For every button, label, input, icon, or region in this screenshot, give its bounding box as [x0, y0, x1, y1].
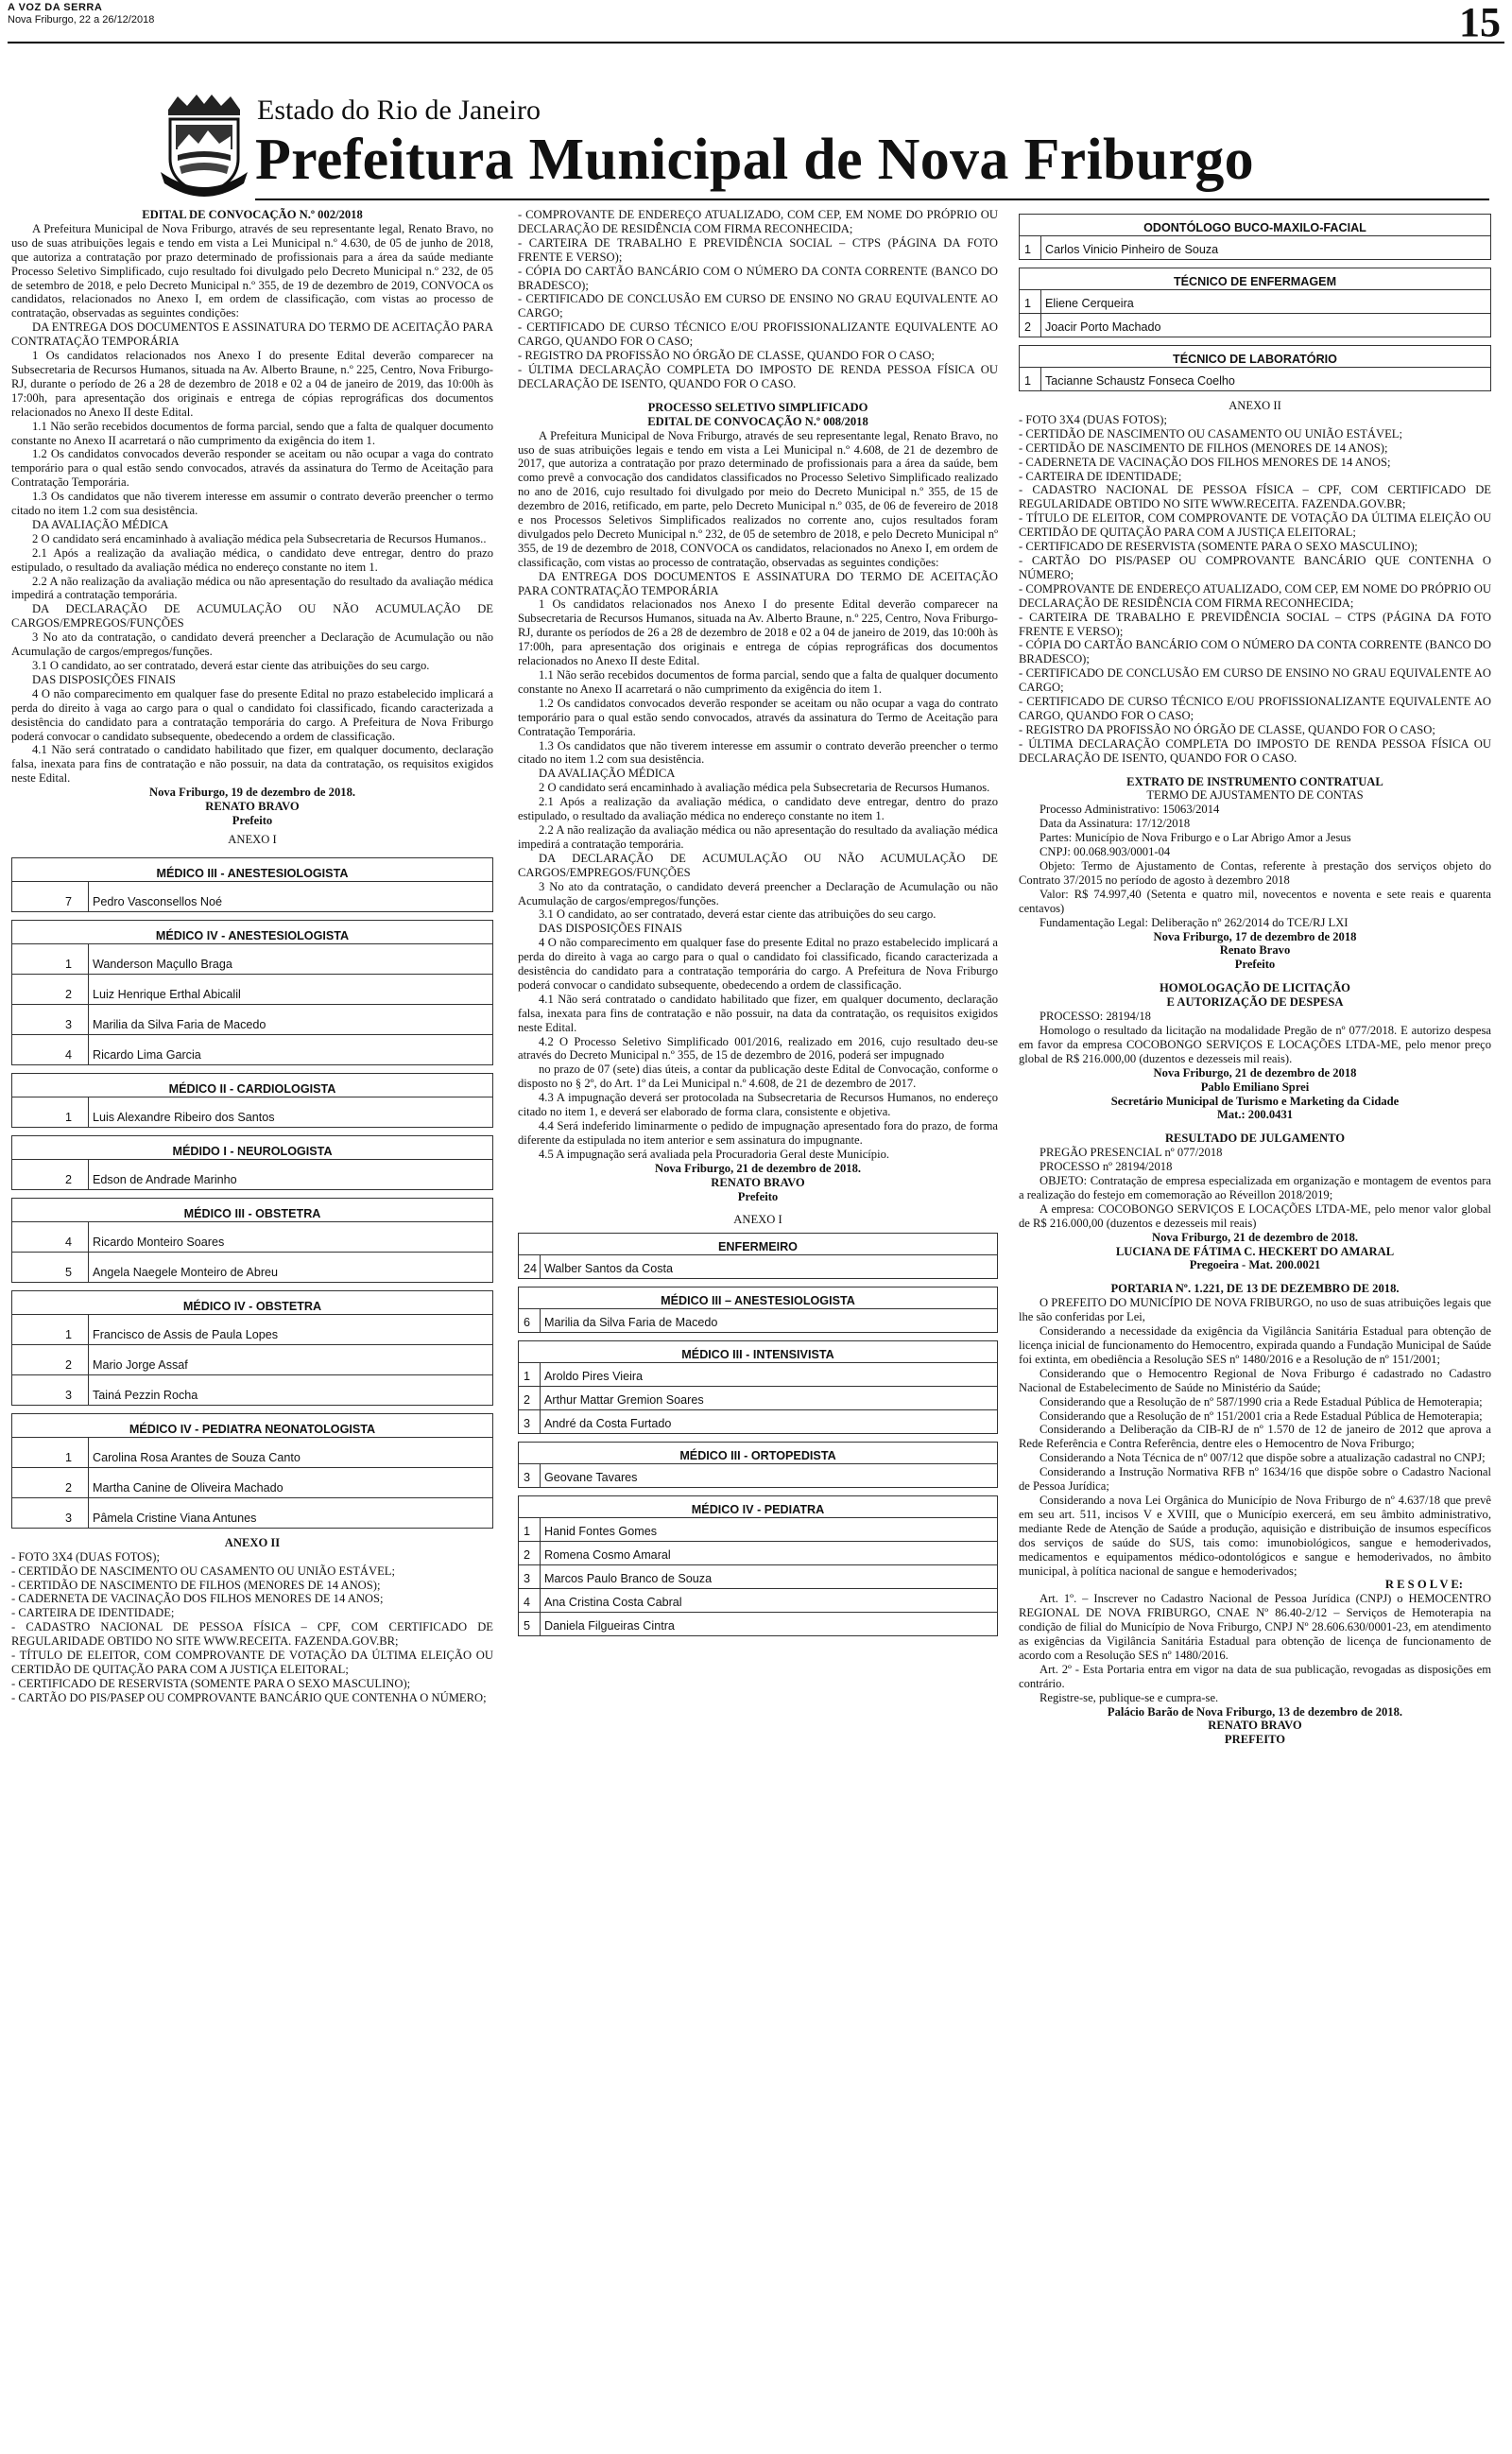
annex-table-title: MÉDICO III - OBSTETRA [12, 1199, 492, 1222]
classification-number: 2 [65, 987, 73, 1001]
judgement-line: PREGÃO PRESENCIAL nº 077/2018 [1040, 1146, 1223, 1160]
annex-table [11, 1135, 493, 1190]
signature-role: Prefeito [737, 1189, 779, 1203]
annex-table [518, 1340, 998, 1434]
paragraph: 1 Os candidatos relacionados nos Anexo I do presente Edital deverão comparecer na Subsecretaria de Recursos Humanos, situada na Av. Alberto Braune, n.º 225, Centro, Nova Friburgo-RJ, durante os períodos de 26 a 28 de dezembro de 2018 e 02 a 04 de janeiro de 2019, das 10:00h às 17:00h, para apresentação dos originais e entrega de cópias reprográficas dos documentos relacionados no Anexo II deste Edital. [518, 597, 998, 668]
classification-number: 4 [524, 1596, 531, 1610]
paragraph: A Prefeitura Municipal de Nova Friburgo, através de seu representante legal, Renato Bravo, no uso de suas atribuições legais e tendo em vista a Lei Municipal n.º 4.608, de 21 de dezembro de 2017, que autoriza a contratação por prazo determinado de profissionais para a área da saúde, bem como prevê a convocação dos candidatos classificados no Processo Seletivo Simplificado realizado no ano de 2016, cujo resultado foi divulgado por meio do Decreto Municipal n.º 355, de 15 de dezembro de 2016, retificado, em parte, pelo Decreto Municipal n.º 035, de 06 de fevereiro de 2018 e nos Processos Seletivos Simplificados realizados no corrente ano, cujos resultados foram divulgados pelo Decreto Municipal n.º 232, de 05 de setembro de 2018, e pelo Decreto Municipal nº 355, de 19 de dezembro de 2018, CONVOCA os candidatos, relacionados no Anexo I, em ordem de classificação, com vistas ao processo de contratação, observadas as seguintes condições: [518, 428, 998, 569]
classification-number: 1 [524, 1370, 531, 1384]
paragraph: 2.2 A não realização da avaliação médica ou não apresentação do resultado da avaliação médica impedirá a contratação temporária. [518, 822, 998, 851]
table-row [1020, 313, 1490, 337]
annex-table-title: ENFERMEIRO [519, 1234, 997, 1255]
ordinance-title: PORTARIA Nº. 1.221, DE 13 DE DEZEMBRO DE 2018. [1110, 1282, 1400, 1296]
candidate-name: Francisco de Assis de Paula Lopes [88, 1315, 492, 1344]
classification-number: 1 [1024, 243, 1032, 257]
paragraph: 4.1 Não será contratado o candidato habilitado que fizer, em qualquer documento, declaração falsa, inexata para fins de contratação e não possuir, na data da contratação, os requisitos exigidos neste Edital. [11, 743, 493, 786]
extract-line: Objeto: Termo de Ajustamento de Contas, referente à prestação dos serviços objeto do Contrato 37/2015 no período de agosto à dezembro 2018 [1019, 859, 1491, 887]
signature-name: Renato Bravo [1219, 943, 1291, 958]
annex-item: - CARTEIRA DE TRABALHO E PREVIDÊNCIA SOCIAL – CTPS (PÁGINA DA FOTO FRENTE E VERSO); [518, 235, 998, 264]
masthead-brand: A VOZ DA SERRA [8, 2, 103, 13]
ordinance-line: Art. 1º. – Inscrever no Cadastro Nacional de Pessoa Jurídica (CNPJ) o HEMOCENTRO REGIONAL DE NOVA FRIBURGO, CNAE Nº 86.40-2/12 – Serviços de Hemoterapia na condição de filial do Município de Nova Friburgo, CNPJ Nº 28.606.630/0001-23, em atendimento as exigências da Vigilância Sanitária Estadual para obtenção de licença de funcionamento de acordo com a Resolução SES nº 1480/2016. [1019, 1592, 1491, 1662]
signature-role: Pregoeira - Mat. 200.0021 [1189, 1258, 1321, 1272]
ordinance-line: Considerando a Instrução Normativa RFB nº 1634/16 que dispõe sobre o Cadastro Nacional de Pessoa Jurídica; [1019, 1465, 1491, 1494]
section-heading: DA ENTREGA DOS DOCUMENTOS E ASSINATURA DO TERMO DE ACEITAÇÃO PARA CONTRATAÇÃO TEMPORÁRIA [518, 569, 998, 597]
table-row [12, 1034, 492, 1064]
candidate-name: Pâmela Cristine Viana Antunes [88, 1498, 492, 1528]
homologation-line: PROCESSO: 28194/18 [1040, 1010, 1151, 1024]
paragraph: 1.1 Não serão recebidos documentos de forma parcial, sendo que a falta de qualquer documento constante no Anexo II acarretará o não cumprimento da exigência do item 1. [518, 668, 998, 696]
annex-item: - CERTIDÃO DE NASCIMENTO OU CASAMENTO OU UNIÃO ESTÁVEL; [11, 1564, 395, 1578]
classification-number: 4 [65, 1235, 73, 1249]
section-heading: DA ENTREGA DOS DOCUMENTOS E ASSINATURA DO TERMO DE ACEITAÇÃO PARA CONTRATAÇÃO TEMPORÁRIA [11, 320, 493, 349]
extract-line: TERMO DE AJUSTAMENTO DE CONTAS [1146, 788, 1364, 803]
table-row [12, 1097, 492, 1127]
signature-name: RENATO BRAVO [205, 800, 300, 814]
paragraph: 2 O candidato será encaminhado à avaliação médica pela Subsecretaria de Recursos Humanos.. [32, 531, 487, 545]
annex-item: - CERTIFICADO DE CURSO TÉCNICO E/OU PROFISSIONALIZANTE EQUIVALENTE AO CARGO, QUANDO FOR O CASO; [518, 320, 998, 349]
table-row [12, 1344, 492, 1374]
candidate-name: Tacianne Schaustz Fonseca Coelho [1040, 368, 1490, 390]
ordinance-line: Art. 2º - Esta Portaria entra em vigor na data de sua publicação, revogadas as disposições em contrário. [1019, 1662, 1491, 1690]
candidate-name: André da Costa Furtado [540, 1410, 997, 1433]
annex-item: - CÓPIA DO CARTÃO BANCÁRIO COM O NÚMERO DA CONTA CORRENTE (BANCO DO BRADESCO); [1019, 638, 1491, 666]
classification-number: 2 [65, 1357, 73, 1372]
annex-table [11, 857, 493, 912]
section-heading: DAS DISPOSIÇÕES FINAIS [539, 922, 682, 936]
annex-heading: ANEXO I [733, 1213, 782, 1227]
section-heading: DAS DISPOSIÇÕES FINAIS [32, 672, 176, 686]
extract-line: Data da Assinatura: 17/12/2018 [1040, 817, 1191, 831]
table-row [12, 1467, 492, 1497]
table-row [12, 882, 492, 911]
annex-heading: ANEXO II [1228, 399, 1281, 412]
coat-of-arms-icon [159, 93, 249, 200]
candidate-name: Carlos Vinicio Pinheiro de Souza [1040, 236, 1490, 259]
candidate-name: Wanderson Maçullo Braga [88, 944, 492, 974]
masthead [8, 2, 154, 26]
table-row [1020, 368, 1490, 390]
annex-table [1019, 268, 1491, 337]
annex-item: - CARTEIRA DE IDENTIDADE; [1019, 469, 1182, 483]
date-line: Nova Friburgo, 19 de dezembro de 2018. [148, 786, 356, 800]
date-line: Palácio Barão de Nova Friburgo, 13 de dezembro de 2018. [1107, 1704, 1403, 1719]
edital-002-title: EDITAL DE CONVOCAÇÃO N.º 002/2018 [142, 208, 363, 221]
paragraph: 4.5 A impugnação será avaliada pela Procuradoria Geral deste Município. [539, 1147, 890, 1161]
annex-item: - CERTIDÃO DE NASCIMENTO DE FILHOS (MENORES DE 14 ANOS); [1019, 441, 1388, 455]
column-3 [1019, 208, 1491, 1747]
table-row [12, 1004, 492, 1034]
classification-number: 1 [1024, 374, 1032, 389]
candidate-name: Ricardo Lima Garcia [88, 1035, 492, 1064]
homologation-subtitle: E AUTORIZAÇÃO DE DESPESA [1166, 995, 1344, 1010]
annex-item: - FOTO 3X4 (DUAS FOTOS); [11, 1549, 160, 1564]
annex-table [11, 1073, 493, 1128]
classification-number: 1 [65, 1450, 73, 1464]
annex-table [518, 1495, 998, 1636]
paragraph: 3 No ato da contratação, o candidato deverá preencher a Declaração de Acumulação ou não Acumulação de cargos/empregos/funções. [11, 631, 493, 659]
annex-table-title: MÉDIDO I - NEUROLOGISTA [12, 1136, 492, 1160]
signature-role: Prefeito [1234, 958, 1276, 972]
date-line: Nova Friburgo, 17 de dezembro de 2018 [1153, 929, 1357, 943]
paragraph: 4 O não comparecimento em qualquer fase do presente Edital no prazo estabelecido implicará a perda do direito à vaga ao cargo para o qual o candidato foi classificado, ficando caracterizada a desistência do candidato para a contratação temporária do cargo. A Prefeitura de Nova Friburgo poderá convocar o candidato subsequente, obedecendo a ordem de classificação. [518, 936, 998, 992]
classification-number: 3 [524, 1471, 531, 1485]
classification-number: 2 [1024, 320, 1032, 335]
classification-number: 5 [65, 1265, 73, 1279]
annex-item: - CARTÃO DO PIS/PASEP OU COMPROVANTE BANCÁRIO QUE CONTENHA O NÚMERO; [11, 1690, 487, 1704]
annex-item: - CADASTRO NACIONAL DE PESSOA FÍSICA – CPF, COM CERTIFICADO DE REGULARIDADE OBTIDO NO SITE WWW.RECEITA. FAZENDA.GOV.BR; [1019, 483, 1491, 511]
paragraph: 3 No ato da contratação, o candidato deverá preencher a Declaração de Acumulação ou não Acumulação de cargos/empregos/funções. [518, 879, 998, 907]
annex-item: - CERTIFICADO DE CONCLUSÃO EM CURSO DE ENSINO NO GRAU EQUIVALENTE AO CARGO; [1019, 666, 1491, 695]
candidate-name: Pedro Vasconsellos Noé [88, 882, 492, 911]
extract-line: Partes: Município de Nova Friburgo e o Lar Abrigo Amor a Jesus [1040, 831, 1351, 845]
annex-item: - FOTO 3X4 (DUAS FOTOS); [1019, 412, 1167, 426]
annex-item: - CERTIDÃO DE NASCIMENTO DE FILHOS (MENORES DE 14 ANOS); [11, 1578, 381, 1592]
signature-name: RENATO BRAVO [1208, 1719, 1302, 1733]
table-row [519, 1255, 997, 1278]
state-name: Estado do Rio de Janeiro [257, 95, 541, 126]
signature-name: Pablo Emiliano Sprei [1200, 1080, 1310, 1094]
homologation-line: Homologo o resultado da licitação na modalidade Pregão de nº 077/2018. E autorizo despesa em favor da empresa COCOBONGO SERVIÇOS E LOCAÇÕES LTDA-ME, pelo menor preço global de R$ 216.000,00 (duzentos e dezesseis mil reais). [1019, 1023, 1491, 1065]
masthead-edition: Nova Friburgo, 22 a 26/12/2018 [8, 14, 155, 26]
judgement-line: PROCESSO nº 28194/2018 [1040, 1160, 1173, 1174]
annex-item: - CERTIFICADO DE CURSO TÉCNICO E/OU PROFISSIONALIZANTE EQUIVALENTE AO CARGO, QUANDO FOR O CASO; [1019, 695, 1491, 722]
candidate-name: Walber Santos da Costa [540, 1255, 997, 1278]
classification-number: 4 [65, 1047, 73, 1062]
table-row [519, 1518, 997, 1541]
annex-item: - ÚLTIMA DECLARAÇÃO COMPLETA DO IMPOSTO DE RENDA PESSOA FÍSICA OU DECLARAÇÃO DE ISENTO, QUANDO FOR O CASO. [518, 362, 998, 390]
edital-008-title: EDITAL DE CONVOCAÇÃO N.º 008/2018 [647, 414, 868, 428]
column-2 [518, 208, 998, 1644]
table-row [519, 1541, 997, 1564]
signature-name: RENATO BRAVO [711, 1175, 805, 1189]
table-row [12, 1438, 492, 1467]
paragraph: 1.3 Os candidatos que não tiverem interesse em assumir o contrato deverão preencher o termo citado no item 1.2 com sua desistência. [11, 490, 493, 518]
classification-number: 3 [524, 1417, 531, 1431]
classification-number: 6 [524, 1316, 531, 1330]
table-row [519, 1588, 997, 1612]
classification-number: 1 [524, 1525, 531, 1539]
candidate-name: Tainá Pezzin Rocha [88, 1375, 492, 1405]
ordinance-line: Considerando a Deliberação da CIB-RJ de nº 1.570 de 12 de janeiro de 2012 que aprova a Rede Referência e Contra Referência, dentre eles o Hemocentro de Nova Friburgo; [1019, 1423, 1491, 1451]
paragraph: 4.2 O Processo Seletivo Simplificado 001/2016, realizado em 2016, cujo resultado deu-se através do Decreto Municipal n.º 355, de 15 de dezembro de 2016, poderá ser impugnado [518, 1034, 998, 1063]
annex-item: - COMPROVANTE DE ENDEREÇO ATUALIZADO, COM CEP, EM NOME DO PRÓPRIO OU DECLARAÇÃO DE RESIDÊNCIA COM FIRMA RECONHECIDA; [1019, 581, 1491, 610]
annex-table [518, 1442, 998, 1488]
ordinance-line: Considerando que a Resolução de nº 151/2001 cria a Rede Estadual Pública de Hemoterapia; [1040, 1408, 1483, 1423]
ordinance-line: O PREFEITO DO MUNICÍPIO DE NOVA FRIBURGO, no uso de suas atribuições legais que lhe são conferidas por Lei, [1019, 1296, 1491, 1324]
annex-table-title: ODONTÓLOGO BUCO-MAXILO-FACIAL [1020, 215, 1490, 236]
table-row [519, 1363, 997, 1386]
annex-table [518, 1287, 998, 1333]
section-heading: DA AVALIAÇÃO MÉDICA [32, 517, 169, 531]
table-row [519, 1386, 997, 1409]
candidate-name: Mario Jorge Assaf [88, 1345, 492, 1374]
top-rule [8, 42, 1504, 43]
extract-line: CNPJ: 00.068.903/0001-04 [1040, 845, 1171, 859]
annex-table [11, 1198, 493, 1283]
classification-number: 24 [524, 1262, 538, 1276]
classification-number: 1 [65, 1327, 73, 1341]
table-row [12, 1497, 492, 1528]
candidate-name: Luiz Henrique Erthal Abicalil [88, 975, 492, 1004]
candidate-name: Arthur Mattar Gremion Soares [540, 1387, 997, 1409]
annex-i-tables [518, 1233, 998, 1636]
ordinance-line: Considerando que o Hemocentro Regional de Nova Friburgo é cadastrado no Cadastro Nacional de Estabelecimento de Saúde no Ministério da Saúde; [1019, 1366, 1491, 1394]
annex-table [518, 1233, 998, 1279]
section-heading: DA AVALIAÇÃO MÉDICA [539, 767, 676, 781]
candidate-name: Hanid Fontes Gomes [540, 1518, 997, 1541]
annex-item: - COMPROVANTE DE ENDEREÇO ATUALIZADO, COM CEP, EM NOME DO PRÓPRIO OU DECLARAÇÃO DE RESIDÊNCIA COM FIRMA RECONHECIDA; [518, 208, 998, 235]
signature-role: PREFEITO [1224, 1733, 1286, 1747]
annex-heading: ANEXO I [228, 832, 277, 846]
annex-item: - TÍTULO DE ELEITOR, COM COMPROVANTE DE VOTAÇÃO DA ÚLTIMA ELEIÇÃO OU CERTIDÃO DE QUITAÇÃO PARA COM A JUSTIÇA ELEITORAL; [11, 1649, 493, 1676]
signature-registration: Mat.: 200.0431 [1216, 1108, 1294, 1122]
table-row [519, 1612, 997, 1635]
annex-item: - CADERNETA DE VACINAÇÃO DOS FILHOS MENORES DE 14 ANOS; [11, 1592, 384, 1606]
annex-table-title: MÉDICO IV - ANESTESIOLOGISTA [12, 921, 492, 944]
candidate-name: Geovane Tavares [540, 1464, 997, 1487]
resolve-heading: R E S O L V E: [1384, 1578, 1463, 1592]
annex-item: - CADERNETA DE VACINAÇÃO DOS FILHOS MENORES DE 14 ANOS; [1019, 455, 1391, 469]
candidate-name: Carolina Rosa Arantes de Souza Canto [88, 1438, 492, 1467]
header-rule [255, 199, 1489, 200]
paragraph: 4 O não comparecimento em qualquer fase do presente Edital no prazo estabelecido implicará a perda do direito à vaga ao cargo para o qual o candidato foi classificado, ficando caracterizada a desistência do candidato para a contratação temporária do cargo. A Prefeitura de Nova Friburgo poderá convocar o candidato subsequente, obedecendo a ordem de classificação. [11, 686, 493, 743]
table-row [519, 1309, 997, 1332]
signature-role: Secretário Municipal de Turismo e Marketing da Cidade [1110, 1094, 1400, 1108]
candidate-name: Martha Canine de Oliveira Machado [88, 1468, 492, 1497]
annex-table-title: MÉDICO III – ANESTESIOLOGISTA [519, 1287, 997, 1309]
candidate-name: Edson de Andrade Marinho [88, 1160, 492, 1189]
date-line: Nova Friburgo, 21 de dezembro de 2018. [654, 1161, 862, 1175]
classification-number: 2 [524, 1393, 531, 1408]
ordinance-line: Registre-se, publique-se e cumpra-se. [1040, 1690, 1219, 1704]
classification-number: 7 [65, 894, 73, 908]
column-1 [11, 208, 493, 1705]
table-row [12, 1160, 492, 1189]
annex-item: - CÓPIA DO CARTÃO BANCÁRIO COM O NÚMERO DA CONTA CORRENTE (BANCO DO BRADESCO); [518, 264, 998, 292]
annex-table-title: MÉDICO IV - PEDIATRA [519, 1496, 997, 1518]
extract-line: Processo Administrativo: 15063/2014 [1040, 803, 1220, 817]
annex-table [11, 920, 493, 1065]
classification-number: 3 [524, 1572, 531, 1586]
table-row [1020, 290, 1490, 313]
section-heading: DA DECLARAÇÃO DE ACUMULAÇÃO OU NÃO ACUMULAÇÃO DE CARGOS/EMPREGOS/FUNÇÕES [11, 602, 493, 631]
judgement-line: A empresa: COCOBONGO SERVIÇOS E LOCAÇÕES LTDA-ME, pelo menor valor global de R$ 216.000,00 (duzentos e dezesseis mil reais) [1019, 1201, 1491, 1230]
section-heading: DA DECLARAÇÃO DE ACUMULAÇÃO OU NÃO ACUMULAÇÃO DE CARGOS/EMPREGOS/FUNÇÕES [518, 851, 998, 879]
newspaper-title: Prefeitura Municipal de Nova Friburgo [255, 128, 1254, 192]
paragraph: 1.2 Os candidatos convocados deverão responder se aceitam ou não ocupar a vaga do contrato temporário para o qual estão sendo convocados, através da assinatura do Termo de Aceitação para Contratação Temporária. [11, 447, 493, 490]
annex-table-title: MÉDICO III - INTENSIVISTA [519, 1341, 997, 1363]
annex-table [11, 1290, 493, 1406]
homologation-title: HOMOLOGAÇÃO DE LICITAÇÃO [1160, 981, 1350, 995]
table-row [519, 1564, 997, 1588]
annex-item: - CERTIDÃO DE NASCIMENTO OU CASAMENTO OU UNIÃO ESTÁVEL; [1019, 426, 1402, 441]
annex-table [1019, 214, 1491, 260]
annex-item: - TÍTULO DE ELEITOR, COM COMPROVANTE DE VOTAÇÃO DA ÚLTIMA ELEIÇÃO OU CERTIDÃO DE QUITAÇÃO PARA COM A JUSTIÇA ELEITORAL; [1019, 511, 1491, 540]
paragraph: 4.3 A impugnação deverá ser protocolada na Subsecretaria de Recursos Humanos, no endereço citado no item 1, e deverá ser elaborado de forma clara, consistente e objetiva. [518, 1091, 998, 1119]
candidate-name: Angela Naegele Monteiro de Abreu [88, 1253, 492, 1282]
annex-table-title: MÉDICO III - ORTOPEDISTA [519, 1443, 997, 1464]
annex-item: - CERTIFICADO DE RESERVISTA (SOMENTE PARA O SEXO MASCULINO); [1019, 540, 1418, 554]
annex-item: - REGISTRO DA PROFISSÃO NO ÓRGÃO DE CLASSE, QUANDO FOR O CASO; [1019, 722, 1435, 736]
table-row [12, 1222, 492, 1252]
paragraph: 2.1 Após a realização da avaliação médica, o candidato deve entregar, dentro do prazo estipulado, o resultado da avaliação médica no endereço constante no item 1. [518, 795, 998, 823]
candidate-name: Marilia da Silva Faria de Macedo [540, 1309, 997, 1332]
candidate-name: Aroldo Pires Vieira [540, 1363, 997, 1386]
date-line: Nova Friburgo, 21 de dezembro de 2018. [1151, 1230, 1359, 1244]
annex-item: - CERTIFICADO DE RESERVISTA (SOMENTE PARA O SEXO MASCULINO); [11, 1676, 411, 1690]
annex-item: - CERTIFICADO DE CONCLUSÃO EM CURSO DE ENSINO NO GRAU EQUIVALENTE AO CARGO; [518, 292, 998, 320]
paragraph: 1.2 Os candidatos convocados deverão responder se aceitam ou não ocupar a vaga do contrato temporário para o qual estão sendo convocados, através da assinatura do Termo de Aceitação para Contratação Temporária. [518, 696, 998, 738]
annex-i-tables [1019, 214, 1491, 391]
annex-item: - CARTEIRA DE IDENTIDADE; [11, 1606, 175, 1620]
paragraph: 1.3 Os candidatos que não tiverem interesse em assumir o contrato deverão preencher o termo citado no item 1.2 com sua desistência. [518, 738, 998, 767]
extract-line: Fundamentação Legal: Deliberação nº 262/2014 do TCE/RJ LXI [1040, 915, 1349, 929]
paragraph: 1 Os candidatos relacionados nos Anexo I do presente Edital deverão comparecer na Subsecretaria de Recursos Humanos, situada na Av. Alberto Braune, n.º 225, Centro, Nova Friburgo-RJ, durante o período de 26 a 28 de dezembro de 2018 e 02 a 04 de janeiro de 2019, das 10:00h às 17:00h, para apresentação dos originais e entrega de cópias reprográficas dos documentos relacionados no Anexo II deste Edital. [11, 349, 493, 419]
extract-title: EXTRATO DE INSTRUMENTO CONTRATUAL [1126, 774, 1383, 788]
paragraph: 2.1 Após a realização da avaliação médica, o candidato deve entregar, dentro do prazo estipulado, o resultado da avaliação médica no endereço constante no item 1. [11, 545, 493, 574]
candidate-name: Eliene Cerqueira [1040, 290, 1490, 313]
annex-item: - CARTÃO DO PIS/PASEP OU COMPROVANTE BANCÁRIO QUE CONTENHA O NÚMERO; [1019, 553, 1491, 581]
annex-heading: ANEXO II [224, 1535, 281, 1549]
candidate-name: Ana Cristina Costa Cabral [540, 1589, 997, 1612]
candidate-name: Daniela Filgueiras Cintra [540, 1613, 997, 1635]
date-line: Nova Friburgo, 21 de dezembro de 2018 [1153, 1065, 1357, 1080]
ordinance-line: Considerando a Nota Técnica de nº 007/12 que dispõe sobre a atualização cadastral no CNPJ; [1040, 1451, 1486, 1465]
annex-item: - CADASTRO NACIONAL DE PESSOA FÍSICA – CPF, COM CERTIFICADO DE REGULARIDADE OBTIDO NO SITE WWW.RECEITA. FAZENDA.GOV.BR; [11, 1620, 493, 1649]
annex-table-title: TÉCNICO DE ENFERMAGEM [1020, 268, 1490, 290]
candidate-name: Romena Cosmo Amaral [540, 1542, 997, 1564]
annex-table [1019, 345, 1491, 391]
table-row [12, 1315, 492, 1344]
paragraph: 4.4 Será indeferido liminarmente o pedido de impugnação apresentado fora do prazo, de forma diferente da estipulada no item anterior e sem assinatura do impugnante. [518, 1119, 998, 1147]
candidate-name: Marilia da Silva Faria de Macedo [88, 1005, 492, 1034]
paragraph: 3.1 O candidato, ao ser contratado, deverá estar ciente das atribuições do seu cargo. [539, 907, 936, 922]
table-row [1020, 236, 1490, 259]
paragraph: A Prefeitura Municipal de Nova Friburgo, através de seu representante legal, Renato Bravo, no uso de suas atribuições legais e tendo em vista a Lei Municipal n.º 4.630, de 05 de junho de 2018, que autoriza a contratação por prazo determinado de profissionais para a área da saúde mediante Processo Seletivo Simplificado, cujo resultado foi divulgado pelo Decreto Municipal n.º 232, de 05 de setembro de 2018, e pelo Decreto Municipal n.º 355, de 19 de dezembro de 2019, CONVOCA os candidatos, relacionados no Anexo I, em ordem de classificação, com vistas ao processo de contratação, observadas as seguintes condições: [11, 221, 493, 320]
classification-number: 1 [65, 1110, 73, 1124]
classification-number: 2 [65, 1480, 73, 1495]
paragraph: 4.1 Não será contratado o candidato habilitado que fizer, em qualquer documento, declaração falsa, inexata para fins de contratação e não possuir, na data da contratação, os requisitos exigidos neste Edital. [518, 992, 998, 1034]
annex-table-title: MÉDICO II - CARDIOLOGISTA [12, 1074, 492, 1097]
judgement-line: OBJETO: Contratação de empresa especializada em organização e montagem de eventos para a realização do festejo em comemoração ao Réveillon 2018/2019; [1019, 1174, 1491, 1201]
classification-number: 5 [524, 1619, 531, 1633]
annex-i-tables [11, 857, 493, 1529]
process-title: PROCESSO SELETIVO SIMPLIFICADO [647, 400, 868, 414]
candidate-name: Marcos Paulo Branco de Souza [540, 1565, 997, 1588]
page-number: 15 [1459, 0, 1501, 45]
extract-line: Valor: R$ 74.997,40 (Setenta e quatro mil, novecentos e noventa e sete reais e quarenta centavos) [1019, 887, 1491, 915]
classification-number: 3 [65, 1511, 73, 1525]
classification-number: 1 [65, 957, 73, 971]
paragraph: 3.1 O candidato, ao ser contratado, deverá estar ciente das atribuições do seu cargo. [32, 659, 430, 672]
annex-item: - ÚLTIMA DECLARAÇÃO COMPLETA DO IMPOSTO DE RENDA PESSOA FÍSICA OU DECLARAÇÃO DE ISENTO, QUANDO FOR O CASO. [1019, 736, 1491, 765]
ordinance-line: Considerando que a Resolução de nº 587/1990 cria a Rede Estadual Pública de Hemoterapia; [1040, 1394, 1483, 1408]
paragraph: 2.2 A não realização da avaliação médica ou não apresentação do resultado da avaliação médica impedirá a contratação temporária. [11, 574, 493, 602]
annex-item: - REGISTRO DA PROFISSÃO NO ÓRGÃO DE CLASSE, QUANDO FOR O CASO; [518, 349, 935, 363]
candidate-name: Luis Alexandre Ribeiro dos Santos [88, 1097, 492, 1127]
table-row [12, 1252, 492, 1282]
table-row [12, 944, 492, 974]
table-row [12, 1374, 492, 1405]
paragraph: no prazo de 07 (sete) dias úteis, a contar da publicação deste Edital de Convocação, conforme o disposto no § 2º, do Art. 1º da Lei Municipal n.º 4.608, de 21 de dezembro de 2017. [518, 1063, 998, 1091]
ordinance-line: Considerando a necessidade da exigência da Vigilância Sanitária Estadual para obtenção de licença inicial de funcionamento do Hemocentro, expirada quando a Fundação Municipal de Saúde foi extinta, em obediência a Resolução SES nº 1480/2016 e a Resolução de nº 151/2001; [1019, 1324, 1491, 1366]
annex-table-title: MÉDICO IV - PEDIATRA NEONATOLOGISTA [12, 1414, 492, 1438]
candidate-name: Joacir Porto Machado [1040, 314, 1490, 337]
table-row [519, 1409, 997, 1433]
signature-name: LUCIANA DE FÁTIMA C. HECKERT DO AMARAL [1115, 1244, 1395, 1258]
signature-role: Prefeito [232, 813, 273, 827]
annex-table-title: TÉCNICO DE LABORATÓRIO [1020, 346, 1490, 368]
annex-table-title: MÉDICO IV - OBSTETRA [12, 1291, 492, 1315]
classification-number: 3 [65, 1017, 73, 1031]
ordinance-line: Considerando a nova Lei Orgânica do Município de Nova Friburgo de nº 4.637/18 que prevê em seu art. 511, incisos V e XVIII, que o Município exercerá, em seu âmbito administrativo, mediante Rede de Atenção de Saúde a produção, aquisição e distribuição de insumos específicos dos serviços de saúde do SUS, tais como: imunobiológicos, sangue e hemoderivados, medicamentos e equipamentos médico-odontológicos e sangue e hemoderivados, no âmbito municipal, à política nacional de sangue e hemoderivados; [1019, 1493, 1491, 1578]
classification-number: 1 [1024, 297, 1032, 311]
table-row [519, 1464, 997, 1487]
table-row [12, 974, 492, 1004]
paragraph: 1.1 Não serão recebidos documentos de forma parcial, sendo que a falta de qualquer documento constante no Anexo II acarretará o não cumprimento da exigência do item 1. [11, 419, 493, 447]
judgement-title: RESULTADO DE JULGAMENTO [1164, 1132, 1346, 1146]
paragraph: 2 O candidato será encaminhado à avaliação médica pela Subsecretaria de Recursos Humanos. [539, 781, 990, 795]
candidate-name: Ricardo Monteiro Soares [88, 1222, 492, 1252]
classification-number: 2 [524, 1548, 531, 1563]
annex-table [11, 1413, 493, 1529]
annex-table-title: MÉDICO III - ANESTESIOLOGISTA [12, 858, 492, 882]
annex-item: - CARTEIRA DE TRABALHO E PREVIDÊNCIA SOCIAL – CTPS (PÁGINA DA FOTO FRENTE E VERSO); [1019, 610, 1491, 638]
classification-number: 3 [65, 1388, 73, 1402]
classification-number: 2 [65, 1172, 73, 1186]
